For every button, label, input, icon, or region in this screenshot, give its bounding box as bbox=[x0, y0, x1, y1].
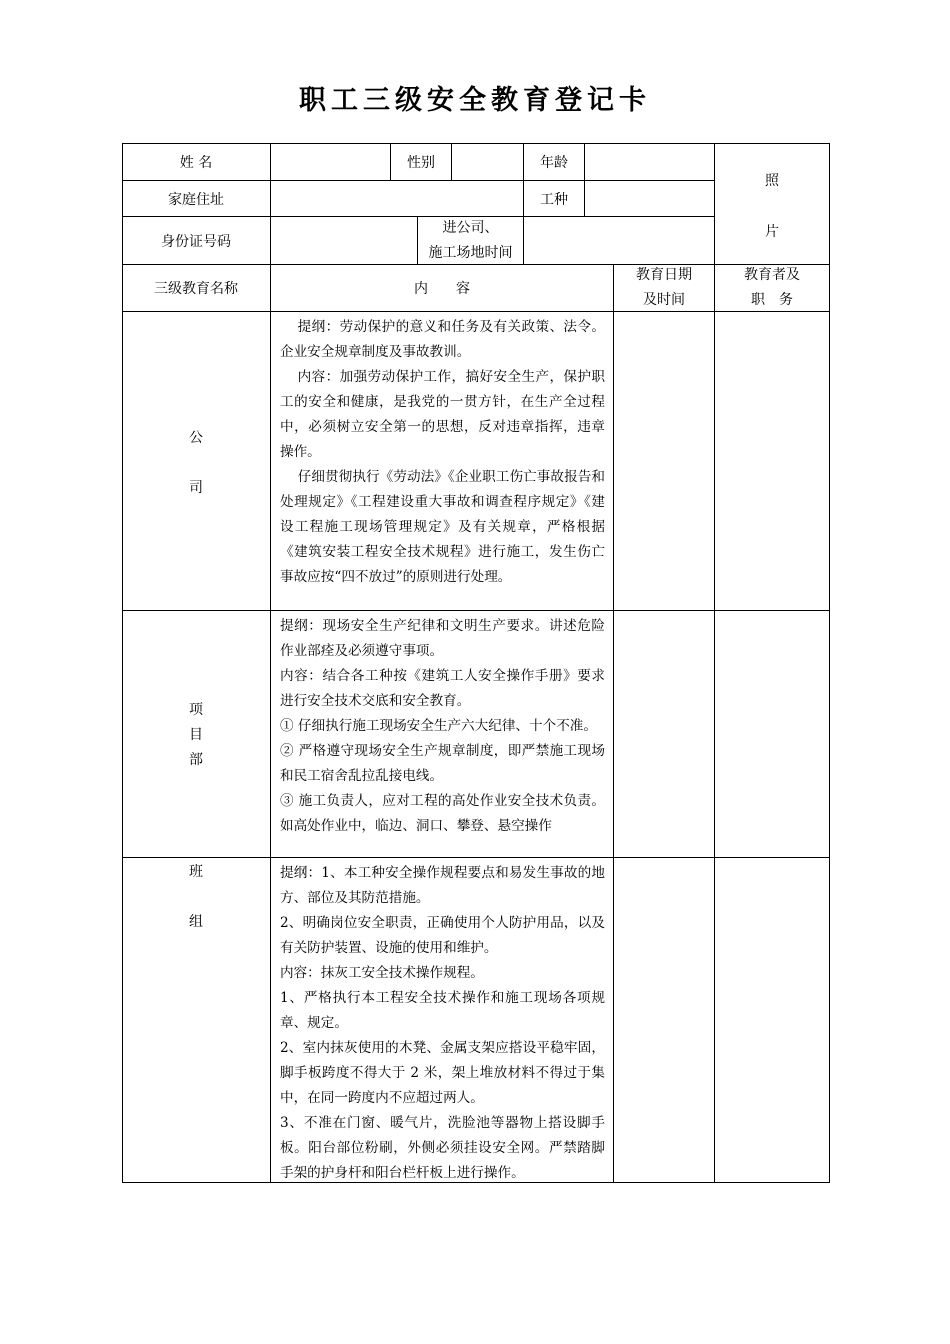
level-company-name-cell bbox=[122, 312, 271, 611]
job-type-field[interactable] bbox=[585, 181, 715, 217]
company-content: 内容：加强劳动保护工作，搞好安全生产，保护职工的安全和健康，是我党的一贯方针，在生产全过程中，必须树立安全第一的思想，反对违章指挥，违章操作。 bbox=[280, 369, 605, 460]
level-team-char-1: 班 bbox=[189, 864, 203, 880]
educator-header-2: 职 务 bbox=[751, 292, 793, 308]
edu-date-header-1: 教育日期 bbox=[636, 267, 692, 283]
level-company-date-field[interactable] bbox=[614, 312, 715, 611]
gender-label-cell bbox=[391, 143, 452, 181]
age-label-cell bbox=[524, 143, 585, 181]
level-team-char-2: 组 bbox=[189, 914, 203, 930]
content-header-label: 内 容 bbox=[414, 281, 470, 297]
entry-time-label-cell bbox=[418, 217, 524, 265]
gender-label: 性别 bbox=[407, 154, 435, 171]
team-outline-2: 2、明确岗位安全职责，正确使用个人防护用品，以及有关防护装置、设施的使用和维护。 bbox=[280, 915, 605, 956]
entry-time-label-2: 施工场地时间 bbox=[428, 244, 513, 261]
age-label: 年龄 bbox=[540, 154, 568, 171]
entry-time-label-1: 进公司、 bbox=[442, 219, 499, 236]
level-project-educator-field[interactable] bbox=[715, 611, 830, 858]
project-item-3: ③ 施工负责人，应对工程的高处作业安全技术负责。如高处作业中，临边、洞口、攀登、悬空操作 bbox=[280, 793, 605, 834]
name-label-cell bbox=[122, 143, 271, 181]
age-field[interactable] bbox=[585, 143, 715, 181]
level-project-char-2: 目 bbox=[189, 727, 203, 743]
level-company-char-1: 公 bbox=[189, 430, 203, 446]
address-label: 家庭住址 bbox=[168, 191, 224, 208]
level-project-char-3: 部 bbox=[189, 752, 203, 768]
level-project-content bbox=[271, 611, 614, 858]
photo-label-2: 片 bbox=[765, 224, 779, 240]
level-project-date-field[interactable] bbox=[614, 611, 715, 858]
project-outline: 提纲：现场安全生产纪律和文明生产要求。讲述危险作业部痊及必须遵守事项。 bbox=[280, 618, 605, 659]
team-rule-1: 1、严格执行本工程安全技术操作和施工现场各项规章、规定。 bbox=[280, 990, 605, 1031]
level-name-header-label: 三级教育名称 bbox=[154, 281, 238, 297]
level-project-name-cell bbox=[122, 611, 271, 858]
page-title: 职工三级安全教育登记卡 bbox=[299, 85, 651, 116]
name-label: 姓 名 bbox=[179, 154, 213, 171]
level-team-date-field[interactable] bbox=[614, 858, 715, 1183]
photo-cell[interactable] bbox=[715, 143, 830, 265]
team-outline-1: 提纲：1、本工种安全操作规程要点和易发生事故的地方、部位及其防范措施。 bbox=[280, 865, 605, 906]
job-type-label-cell bbox=[524, 181, 585, 217]
edu-date-header-2: 及时间 bbox=[643, 292, 685, 308]
level-team-educator-field[interactable] bbox=[715, 858, 830, 1183]
level-company-educator-field[interactable] bbox=[715, 312, 830, 611]
company-outline: 提纲：劳动保护的意义和任务及有关政策、法令。企业安全规章制度及事故教训。 bbox=[280, 319, 605, 360]
project-item-1: ① 仔细执行施工现场安全生产六大纪律、十个不准。 bbox=[280, 718, 597, 734]
gender-field[interactable] bbox=[452, 143, 524, 181]
id-number-field[interactable] bbox=[271, 217, 418, 265]
address-label-cell bbox=[122, 181, 271, 217]
educator-header-1: 教育者及 bbox=[744, 267, 800, 283]
level-name-header bbox=[122, 265, 271, 312]
level-company-content bbox=[271, 312, 614, 611]
project-item-2: ② 严格遵守现场安全生产规章制度，即严禁施工现场和民工宿舍乱拉乱接电线。 bbox=[280, 743, 605, 784]
name-field[interactable] bbox=[271, 143, 391, 181]
project-content: 内容：结合各工种按《建筑工人安全操作手册》要求进行安全技术交底和安全教育。 bbox=[280, 668, 605, 709]
id-number-label: 身份证号码 bbox=[161, 233, 231, 250]
content-header bbox=[271, 265, 614, 312]
team-rule-3: 3、不准在门窗、暖气片，洗脸池等器物上搭设脚手板。阳台部位粉刷，外侧必须挂设安全网。严禁踏脚手架的护身杆和阳台栏杆板上进行操作。 bbox=[280, 1115, 605, 1181]
educator-header bbox=[715, 265, 830, 312]
edu-date-header bbox=[614, 265, 715, 312]
job-type-label: 工种 bbox=[540, 191, 568, 208]
level-team-content bbox=[271, 858, 614, 1183]
photo-label-1: 照 bbox=[765, 173, 779, 189]
level-team-name-cell bbox=[122, 858, 271, 1183]
address-field[interactable] bbox=[271, 181, 524, 217]
level-company-char-2: 司 bbox=[189, 480, 203, 496]
id-number-label-cell bbox=[122, 217, 271, 265]
entry-time-field[interactable] bbox=[524, 217, 715, 265]
level-project-char-1: 项 bbox=[189, 702, 203, 718]
team-rule-2: 2、室内抹灰使用的木凳、金属支架应搭设平稳牢固，脚手板跨度不得大于 2 米，架上堆放材料不得过于集中，在同一跨度内不应超过两人。 bbox=[280, 1040, 605, 1106]
company-regulations: 仔细贯彻执行《劳动法》《企业职工伤亡事故报告和处理规定》《工程建设重大事故和调查程序规定》《建设工程施工现场管理规定》及有关规章，严格根据《建筑安装工程安全技术规程》进行施工，发生伤亡事故应按“四不放过”的原则进行处理。 bbox=[280, 469, 605, 585]
team-content: 内容：抹灰工安全技术操作规程。 bbox=[280, 965, 484, 981]
